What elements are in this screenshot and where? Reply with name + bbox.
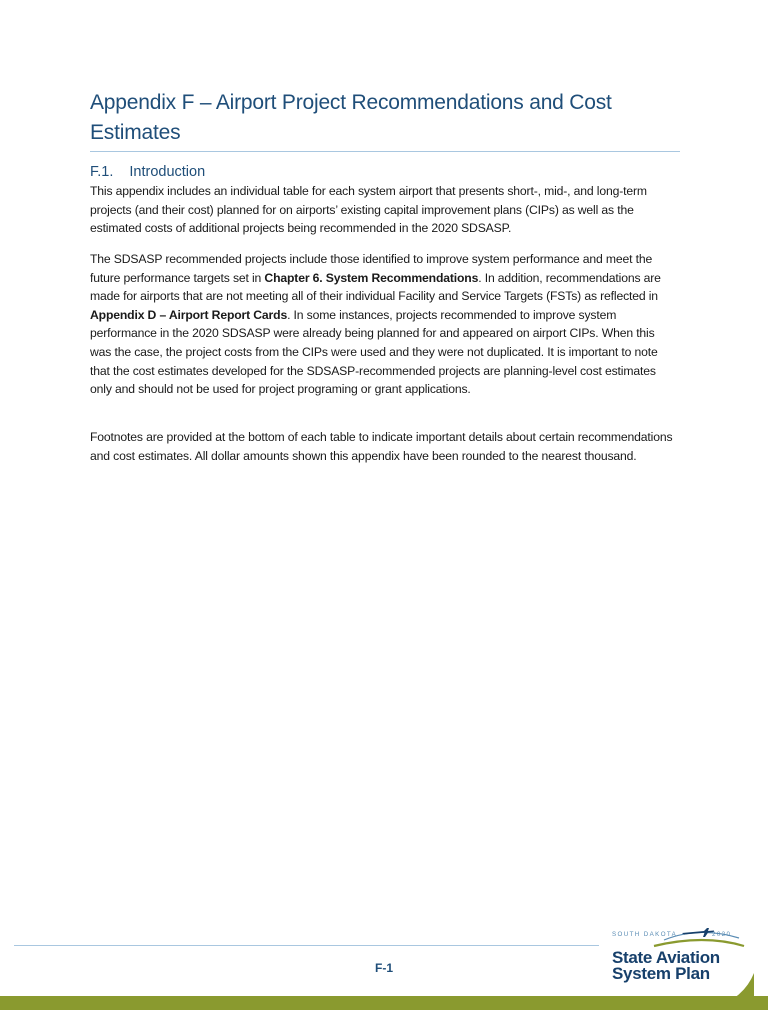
- paragraph-text: . In addition, recommendations are made for airports that are not meeting all of their individual Facility and Service Targets (FSTs) as reflected in: [90, 270, 661, 304]
- paragraph-recommendations: [90, 250, 674, 399]
- paragraph-text: The SDSASP recommended projects include those identified to improve system performance and meet the future performance targets set in: [90, 252, 653, 285]
- appendix-reference: Appendix D – Airport Report Cards: [90, 307, 288, 322]
- logo-title-line1: State Aviation: [612, 948, 720, 967]
- logo-state-text: SOUTH DAKOTA: [612, 931, 678, 938]
- page-title: Appendix F – Airport Project Recommendations and Cost Estimates: [90, 91, 612, 144]
- chapter-reference: Chapter 6. System Recommendations: [264, 270, 479, 285]
- section-heading: [90, 162, 205, 182]
- logo-title-line2: System Plan: [612, 964, 710, 983]
- footer-divider: [14, 945, 599, 946]
- page-number: F-1: [375, 961, 393, 975]
- state-aviation-logo: [604, 918, 754, 1010]
- logo-year-text: 2020: [712, 931, 732, 938]
- title-divider: [90, 151, 680, 152]
- paragraph-footnotes: Footnotes are provided at the bottom of each table to indicate important details about certain recommendations and cost estimates. All dollar amounts shown this appendix have been rounded to the nearest thousand.: [90, 430, 673, 463]
- section-number: F.1.: [90, 164, 114, 180]
- paragraph-text: . In some instances, projects recommended to improve system performance in the 2020 SDSASP were already being planned for and appeared on airport CIPs. When this was the case, the project costs from the CIPs were used and they were not duplicated. It is important to note that the cost estimates developed for the SDSASP-recommended projects are planning-level cost estimates only and should not be used for project programing or grant applications.: [90, 307, 658, 397]
- section-title: Introduction: [129, 164, 206, 180]
- paragraph-intro: This appendix includes an individual table for each system airport that presents short-, mid-, and long-term projects (and their cost) planned for on airports’ existing capital improvement plans (CIPs) as well as the estimated costs of additional projects being recommended in the 2020 SDSASP.: [90, 184, 647, 236]
